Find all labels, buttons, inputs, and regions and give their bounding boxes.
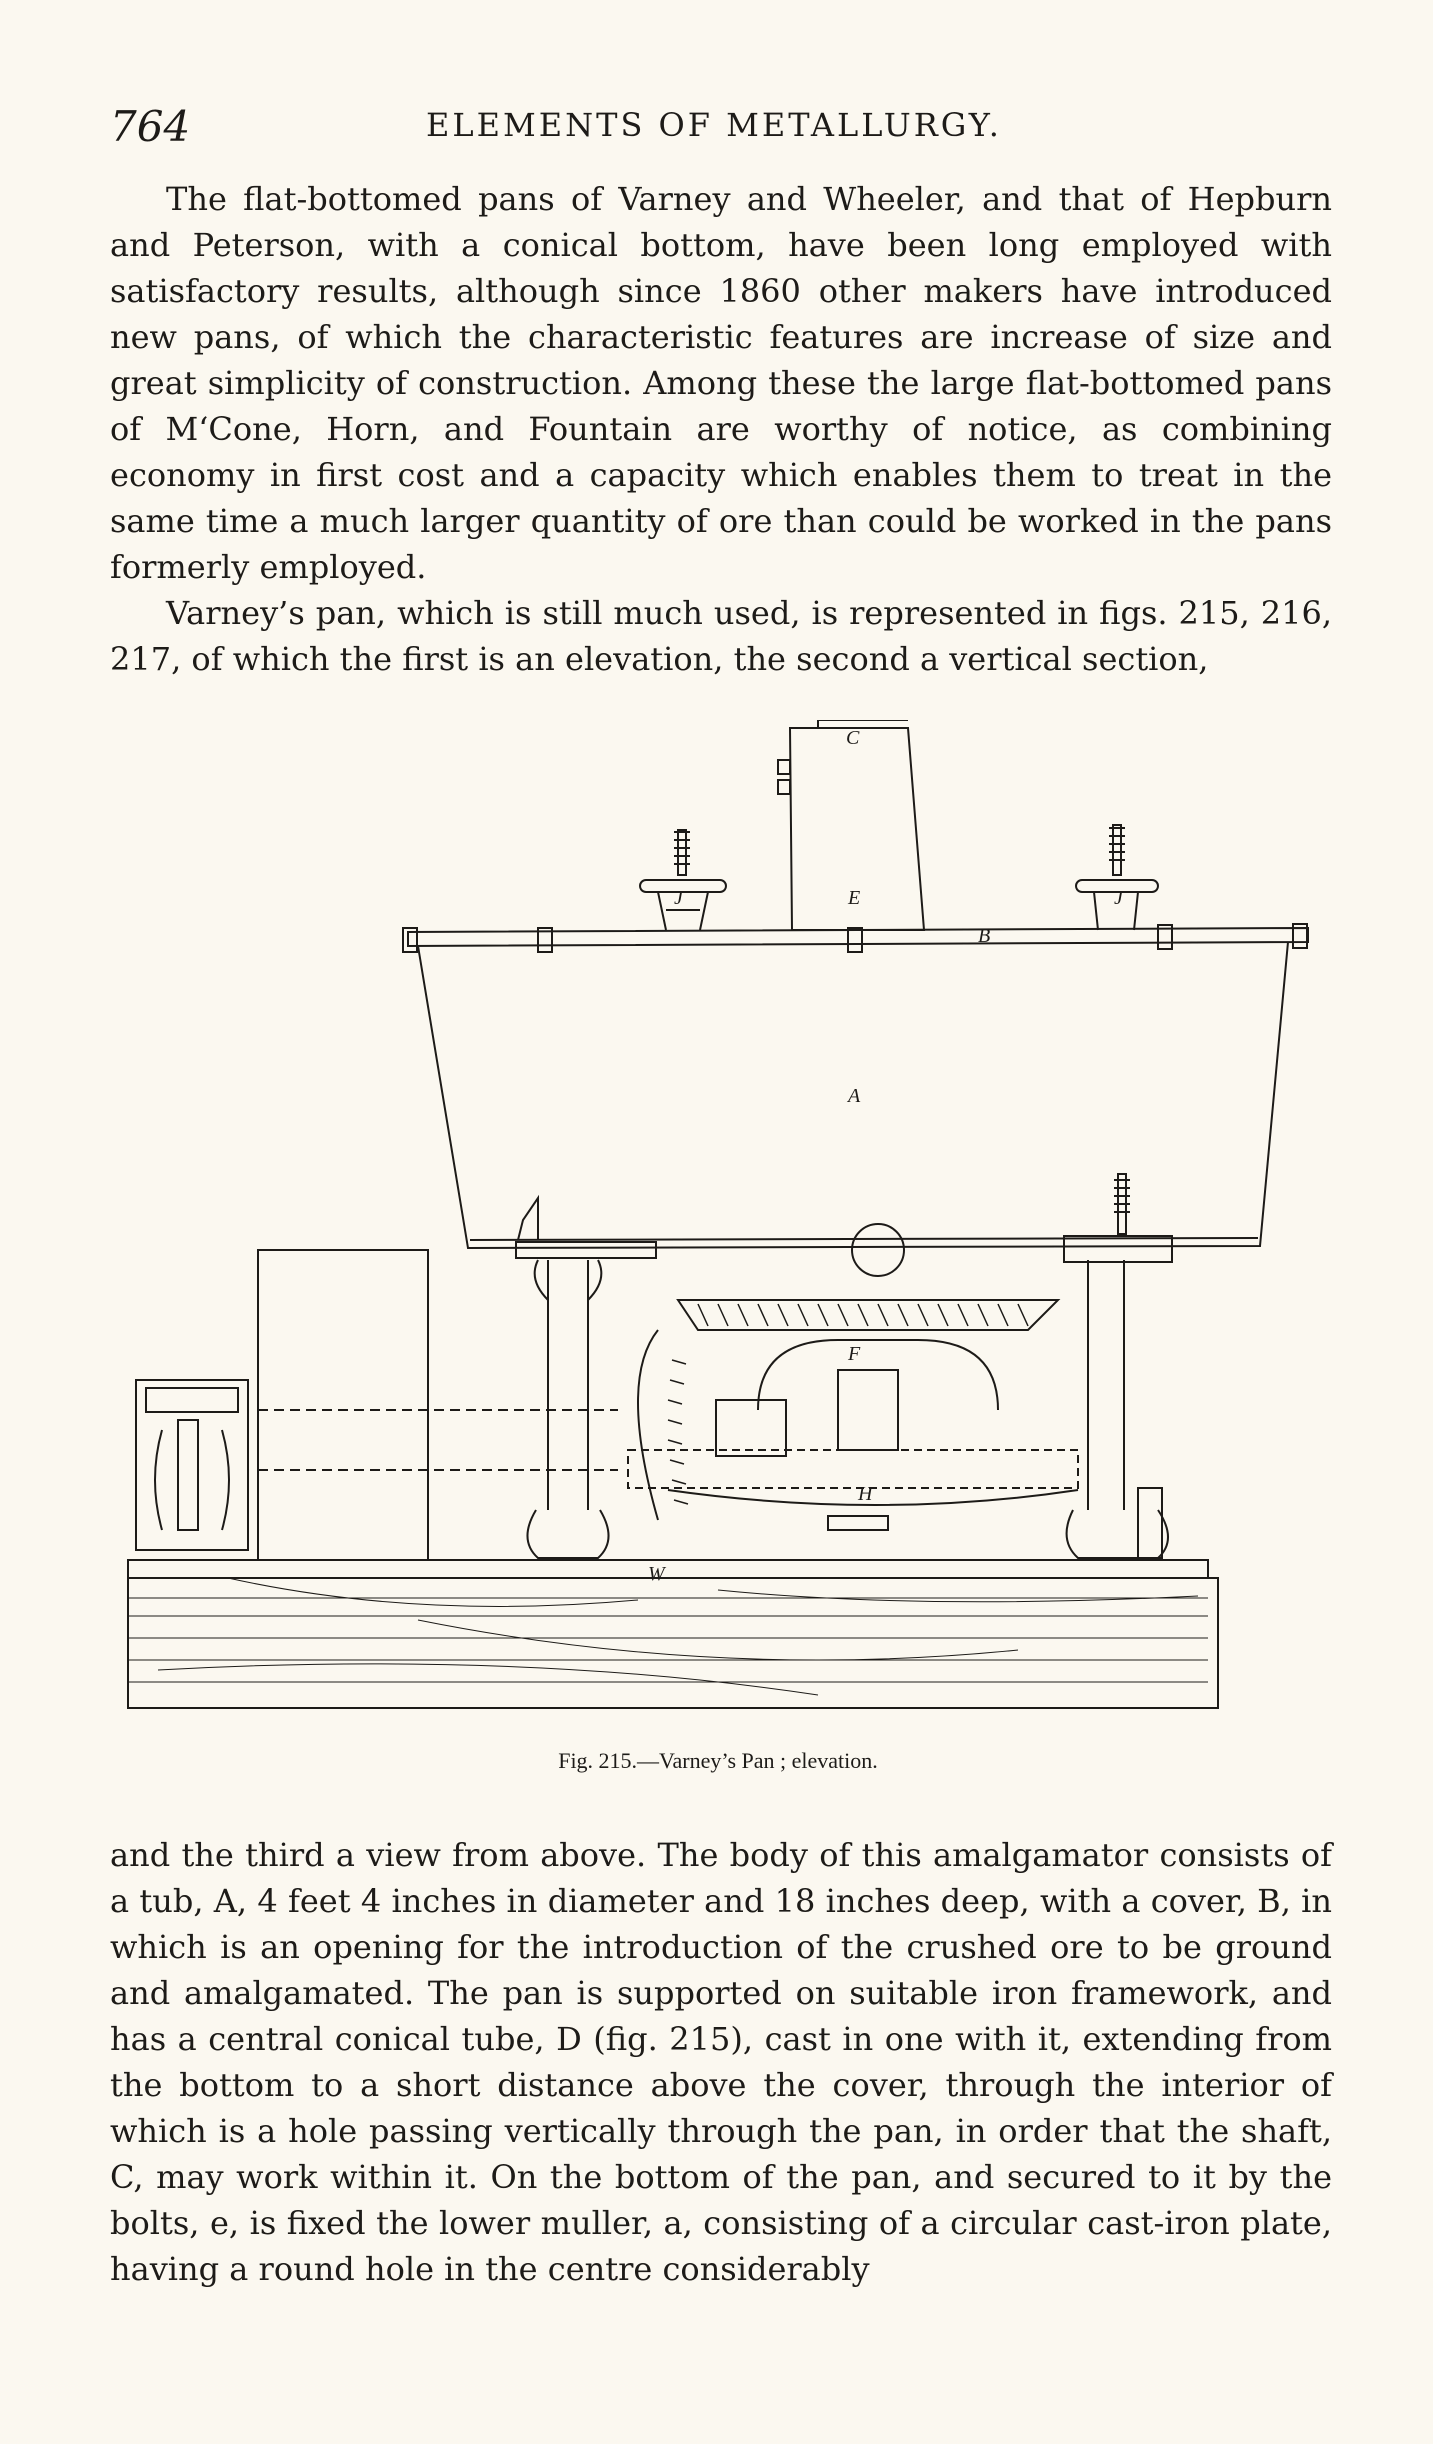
label-f: F [848,1343,861,1365]
screw-rod-left [678,830,686,875]
figure-caption: Fig. 215.—Varney’s Pan ; elevation. [558,1748,878,1773]
label-c: C [846,727,860,749]
bearing-cap [146,1388,238,1412]
label-j-left: J [674,887,683,909]
bearing-block [716,1400,786,1456]
cover-bolt [848,928,862,952]
label-b: B [978,925,991,947]
drain-box [828,1516,888,1530]
figure-215 [118,720,1338,1773]
gear-teeth [698,1304,1028,1326]
hook [518,1198,538,1240]
lower-plate [628,1450,1078,1488]
shaft-block [838,1370,898,1450]
muller-curve [668,1490,1078,1505]
label-w: W [648,1563,665,1585]
label-a: A [848,1085,861,1107]
page-header [110,102,1340,154]
left-cap-plate [516,1242,656,1258]
screw-rod-right [1113,825,1121,875]
left-column-top [535,1260,602,1300]
handwheel-left [640,880,726,892]
running-title: ELEMENTS OF METALLURGY. [426,106,1002,144]
varney-pan-drawing [118,720,1338,1740]
paragraph-3: and the third a view from above. The body of this amalgamator consists of a tub, A, 4 feet 4 inches in diameter and 18 inches deep, with a cover, B, in which is an opening for the introduction of the crushed ore to be ground and amalgamated. The pan is supported on suitable iron framework, and has a central conical tube, D (fig. 215), cast in one with it, extending from the bottom to a short distance above the cover, through the interior of which is a hole passing vertically through the pan, in order that the shaft, C, may work within it. On the bottom of the pan, and secured to it by the bolts, e, is fixed the lower muller, a, consisting of a circular cast-iron plate, having a round hole in the centre considerably [110,1836,1332,2288]
right-threads [1114,1180,1130,1212]
gear-arch [758,1340,998,1410]
base-plate [128,1560,1208,1578]
wood-grain [128,1598,1208,1682]
paragraph-1: The flat-bottomed pans of Varney and Wheeler, and that of Hepburn and Peterson, with a conical bottom, have been long employed with satisfactory results, although since 1860 other makers have introduced new pans, of which the characteristic features are increase of size and great simplicity of construction. Among these the large flat-bottomed pans of M‘Cone, Horn, and Fountain are worthy of notice, as combining economy in first cost and a capacity which enables them to treat in the same time a much larger quantity of ore than could be worked in the pans formerly employed. [110,180,1332,586]
wood-grain-curves [158,1578,1198,1695]
pulley-block [258,1250,428,1560]
tube-lug [778,780,790,794]
screw-threads-left [674,832,690,864]
paragraph-2: Varney’s pan, which is still much used, is represented in figs. 215, 216, 217, of which the first is an elevation, the second a vertical section, [110,594,1332,678]
bearing-body [155,1430,229,1530]
label-j-right: J [1114,887,1123,909]
right-cap-plate [1064,1236,1172,1262]
tube-lug [778,760,790,774]
tub-bottom-line [470,1238,1258,1240]
shaft-ring [852,1224,904,1276]
label-h: H [858,1483,873,1505]
right-column [1088,1260,1124,1510]
tube-cap [818,720,908,728]
label-e: E [848,887,861,909]
gear-housing-left [638,1330,658,1520]
left-column [548,1260,588,1510]
drive-shaft [258,1410,618,1470]
bearing-stand [136,1380,248,1550]
left-column-base [527,1510,608,1558]
right-post [1138,1488,1162,1558]
bracket-left [658,892,708,930]
right-column-base [1067,1510,1168,1558]
screw-threads-right [1109,828,1125,860]
bearing-rib [178,1420,198,1530]
page-number: 764 [110,102,191,151]
pinion-teeth [668,1360,688,1504]
